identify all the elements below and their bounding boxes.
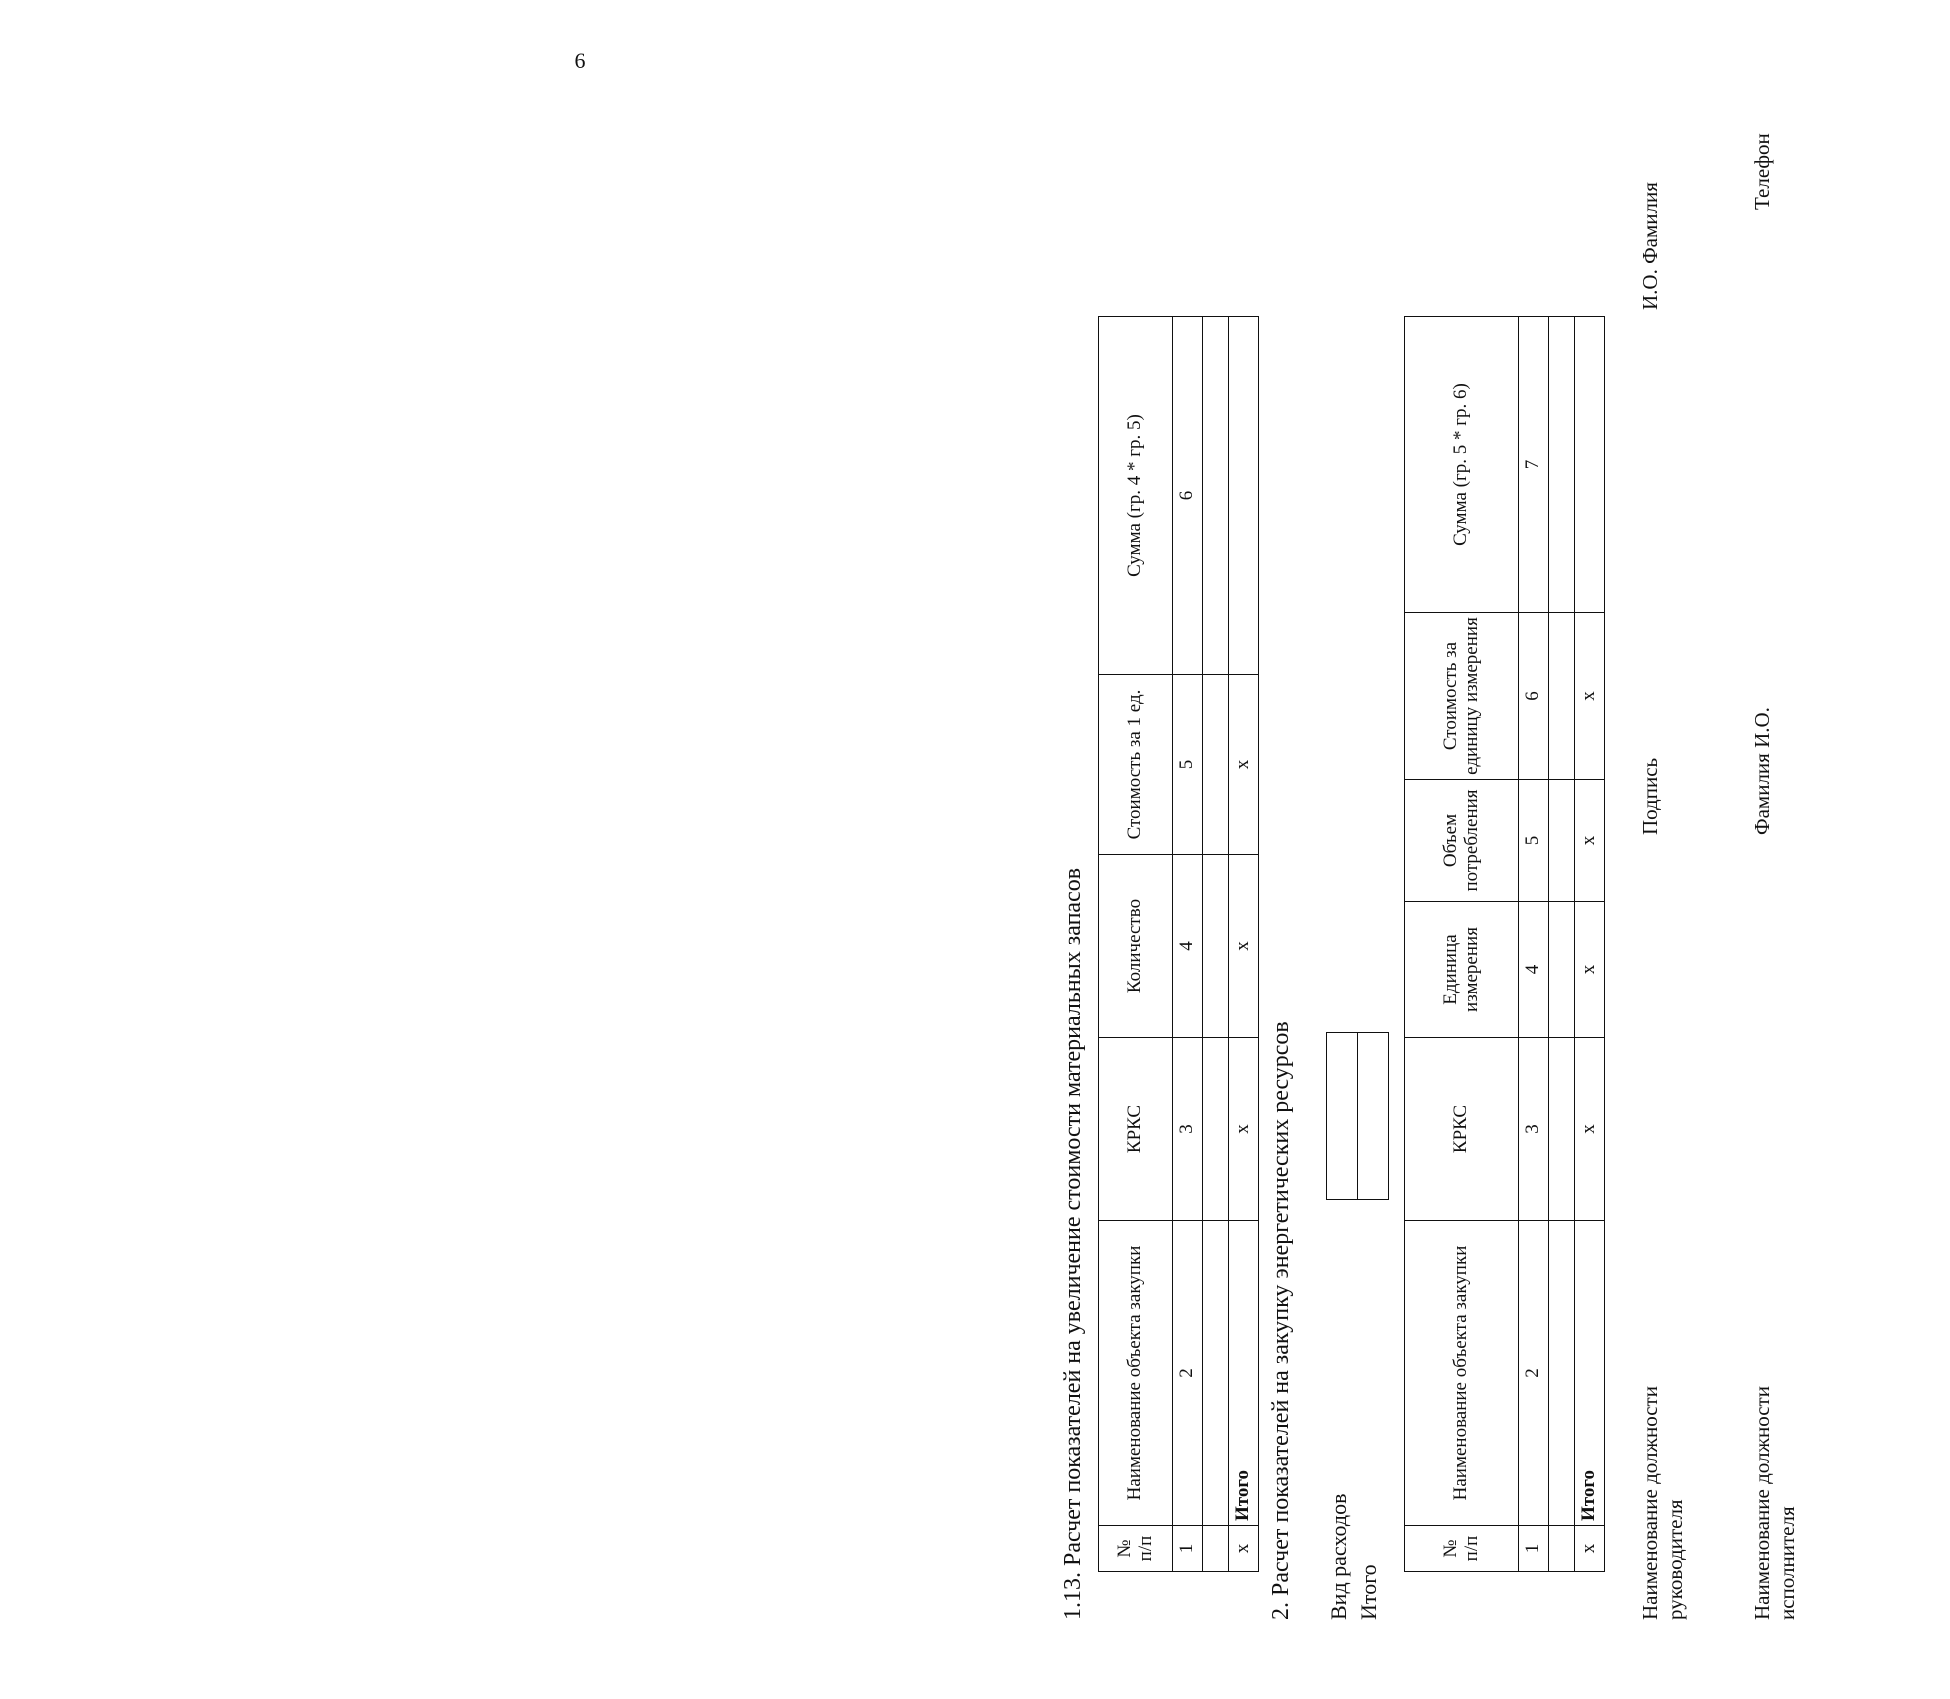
cell <box>1549 317 1575 613</box>
executor-position: Наименование должности исполнителя <box>1750 1386 1800 1620</box>
col-header: Количество <box>1099 855 1173 1038</box>
col-header: Наименование объекта закупки <box>1405 1221 1519 1526</box>
table-header-row <box>1099 317 1173 1572</box>
cell: 4 <box>1173 855 1203 1038</box>
signature-label: Подпись <box>1638 757 1662 835</box>
cell: 5 <box>1519 780 1549 902</box>
table-row <box>1173 317 1203 1572</box>
col-header: КРКС <box>1099 1038 1173 1221</box>
head-name: И.О. Фамилия <box>1638 182 1662 310</box>
cell: 6 <box>1519 613 1549 780</box>
table-row <box>1519 317 1549 1572</box>
cell: х <box>1575 1038 1605 1221</box>
cell: 7 <box>1519 317 1549 613</box>
cell: х <box>1575 902 1605 1038</box>
expense-type-label: Вид расходов <box>1326 1493 1351 1620</box>
cell <box>1549 613 1575 780</box>
cell <box>1327 1033 1358 1200</box>
cell: 2 <box>1173 1221 1203 1526</box>
cell <box>1203 1526 1229 1572</box>
cell: х <box>1575 780 1605 902</box>
cell <box>1203 1038 1229 1221</box>
phone-label: Телефон <box>1750 133 1774 210</box>
col-header: Наименование объекта закупки <box>1099 1221 1173 1526</box>
table-row <box>1229 317 1259 1572</box>
col-header: Сумма (гр. 5 * гр. 6) <box>1405 317 1519 613</box>
cell: 6 <box>1173 317 1203 675</box>
cell <box>1203 317 1229 675</box>
col-header: Сумма (гр. 4 * гр. 5) <box>1099 317 1173 675</box>
col-header: Объем потребления <box>1405 780 1519 902</box>
section2-title: 2. Расчет показателей на закупку энергетических ресурсов <box>1268 1021 1294 1620</box>
cell: х <box>1229 675 1259 855</box>
cell: х <box>1229 1526 1259 1572</box>
section2-table <box>1404 316 1605 1572</box>
section1-title: 1.13. Расчет показателей на увеличение стоимости материальных запасов <box>1060 867 1086 1620</box>
cell: х <box>1229 855 1259 1038</box>
table-row <box>1549 317 1575 1572</box>
cell: 5 <box>1173 675 1203 855</box>
head-position: Наименование должности руководителя <box>1638 1386 1688 1620</box>
col-header: № п/п <box>1099 1526 1173 1572</box>
cell: Итого <box>1229 1221 1259 1526</box>
cell <box>1203 1221 1229 1526</box>
cell <box>1549 1221 1575 1526</box>
cell: 2 <box>1519 1221 1549 1526</box>
executor-name: Фамилия И.О. <box>1750 707 1774 835</box>
total-label: Итого <box>1356 1564 1381 1620</box>
col-header: Стоимость за 1 ед. <box>1099 675 1173 855</box>
table-row <box>1203 317 1229 1572</box>
cell <box>1549 902 1575 1038</box>
cell: 1 <box>1519 1526 1549 1572</box>
cell <box>1358 1033 1389 1200</box>
section1-table <box>1098 316 1259 1572</box>
cell <box>1203 855 1229 1038</box>
cell: 3 <box>1173 1038 1203 1221</box>
cell <box>1203 675 1229 855</box>
cell: 4 <box>1519 902 1549 1038</box>
col-header: № п/п <box>1405 1526 1519 1572</box>
cell: х <box>1575 613 1605 780</box>
table-row <box>1575 317 1605 1572</box>
cell: 3 <box>1519 1038 1549 1221</box>
expense-type-box <box>1326 1032 1389 1200</box>
cell <box>1549 780 1575 902</box>
col-header: КРКС <box>1405 1038 1519 1221</box>
cell <box>1549 1038 1575 1221</box>
table-header-row <box>1405 317 1519 1572</box>
cell: х <box>1575 1526 1605 1572</box>
col-header: Единица измерения <box>1405 902 1519 1038</box>
cell <box>1549 1526 1575 1572</box>
rotated-page-content <box>1050 120 1950 1620</box>
cell: 1 <box>1173 1526 1203 1572</box>
cell <box>1229 317 1259 675</box>
cell: х <box>1229 1038 1259 1221</box>
col-header: Стоимость за единицу измерения <box>1405 613 1519 780</box>
page-number: 6 <box>574 48 586 73</box>
cell: Итого <box>1575 1221 1605 1526</box>
cell <box>1575 317 1605 613</box>
